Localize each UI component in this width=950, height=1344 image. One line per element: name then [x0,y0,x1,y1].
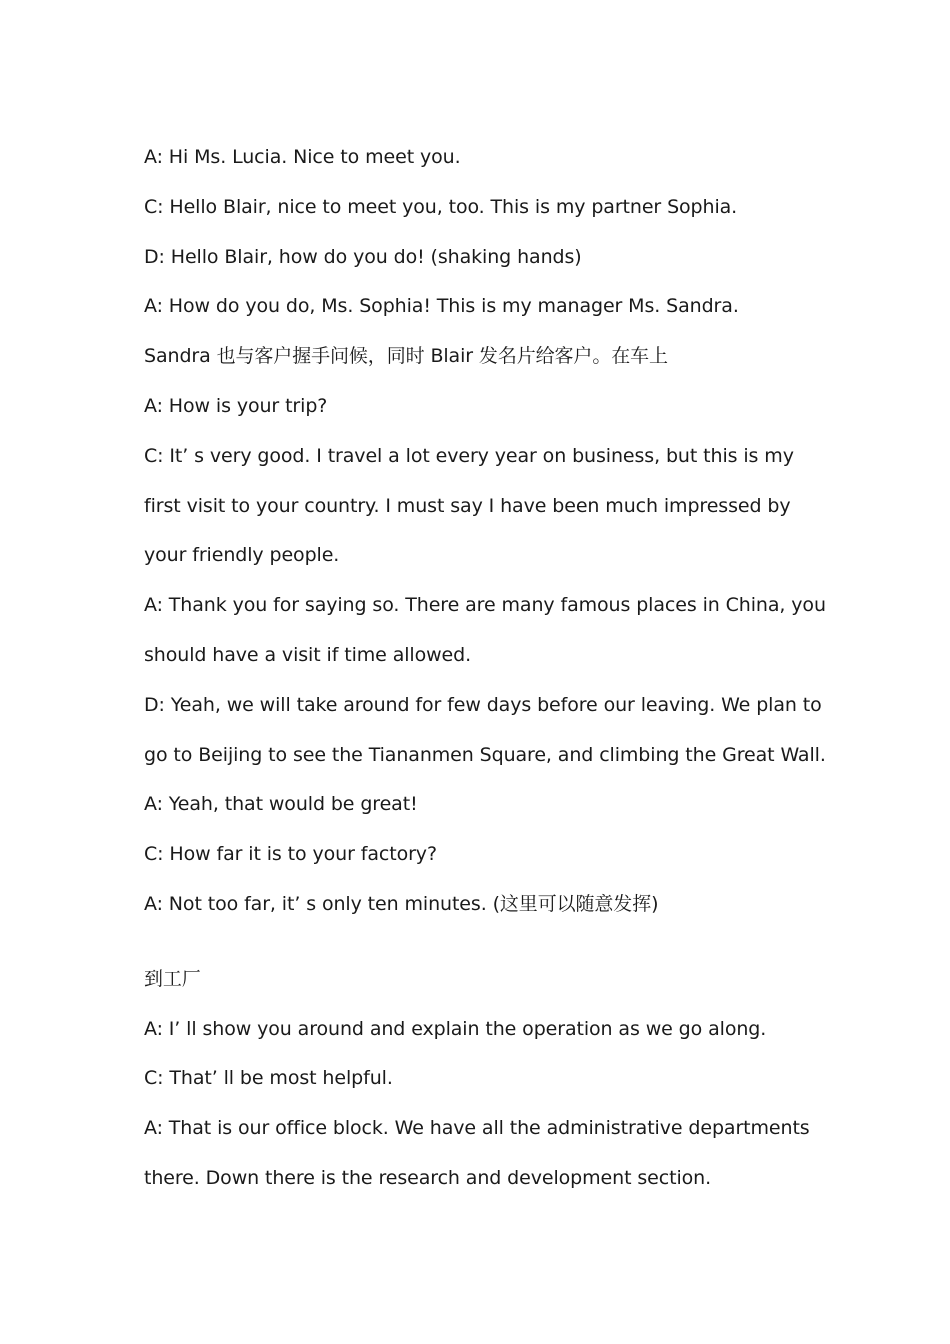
dialogue-line-continued: should have a visit if time allowed. [144,643,472,666]
dialogue-line: A: Hi Ms. Lucia. Nice to meet you. [144,146,461,168]
dialogue-line: A: How do you do, Ms. Sophia! This is my manager Ms. Sandra. [144,295,739,318]
dialogue-line: A: I’ ll show you around and explain the operation as we go along. [144,1017,767,1040]
dialogue-line-continued: go to Beijing to see the Tiananmen Square, and climbing the Great Wall. [144,743,826,766]
dialogue-line-continued: your friendly people. [144,544,340,567]
dialogue-line: A: Thank you for saying so. There are many famous places in China, you [144,594,826,617]
dialogue-text [144,133,824,1204]
scene-note: Sandra 也与客户握手问候，同时 Blair 发名片给客户。在车上 [144,345,668,368]
dialogue-line: A: Yeah, that would be great! [144,793,418,816]
dialogue-line: C: Hello Blair, nice to meet you, too. This is my partner Sophia. [144,195,738,218]
dialogue-line: C: That’ ll be most helpful. [144,1067,393,1090]
dialogue-line: A: Not too far, it’ s only ten minutes. (这里可以随意发挥) [144,892,659,915]
scene-heading: 到工厂 [144,967,201,990]
dialogue-line-continued: first visit to your country. I must say I have been much impressed by [144,494,791,517]
dialogue-line: C: It’ s very good. I travel a lot every year on business, but this is my [144,444,794,467]
dialogue-line-continued: there. Down there is the research and development section. [144,1166,712,1189]
dialogue-line: D: Hello Blair, how do you do! (shaking hands) [144,245,582,268]
dialogue-line: D: Yeah, we will take around for few days before our leaving. We plan to [144,693,822,716]
dialogue-line: A: That is our office block. We have all the administrative departments [144,1117,810,1140]
paragraph-gap [144,930,824,955]
dialogue-line: A: How is your trip? [144,394,328,417]
dialogue-line: C: How far it is to your factory? [144,843,437,866]
